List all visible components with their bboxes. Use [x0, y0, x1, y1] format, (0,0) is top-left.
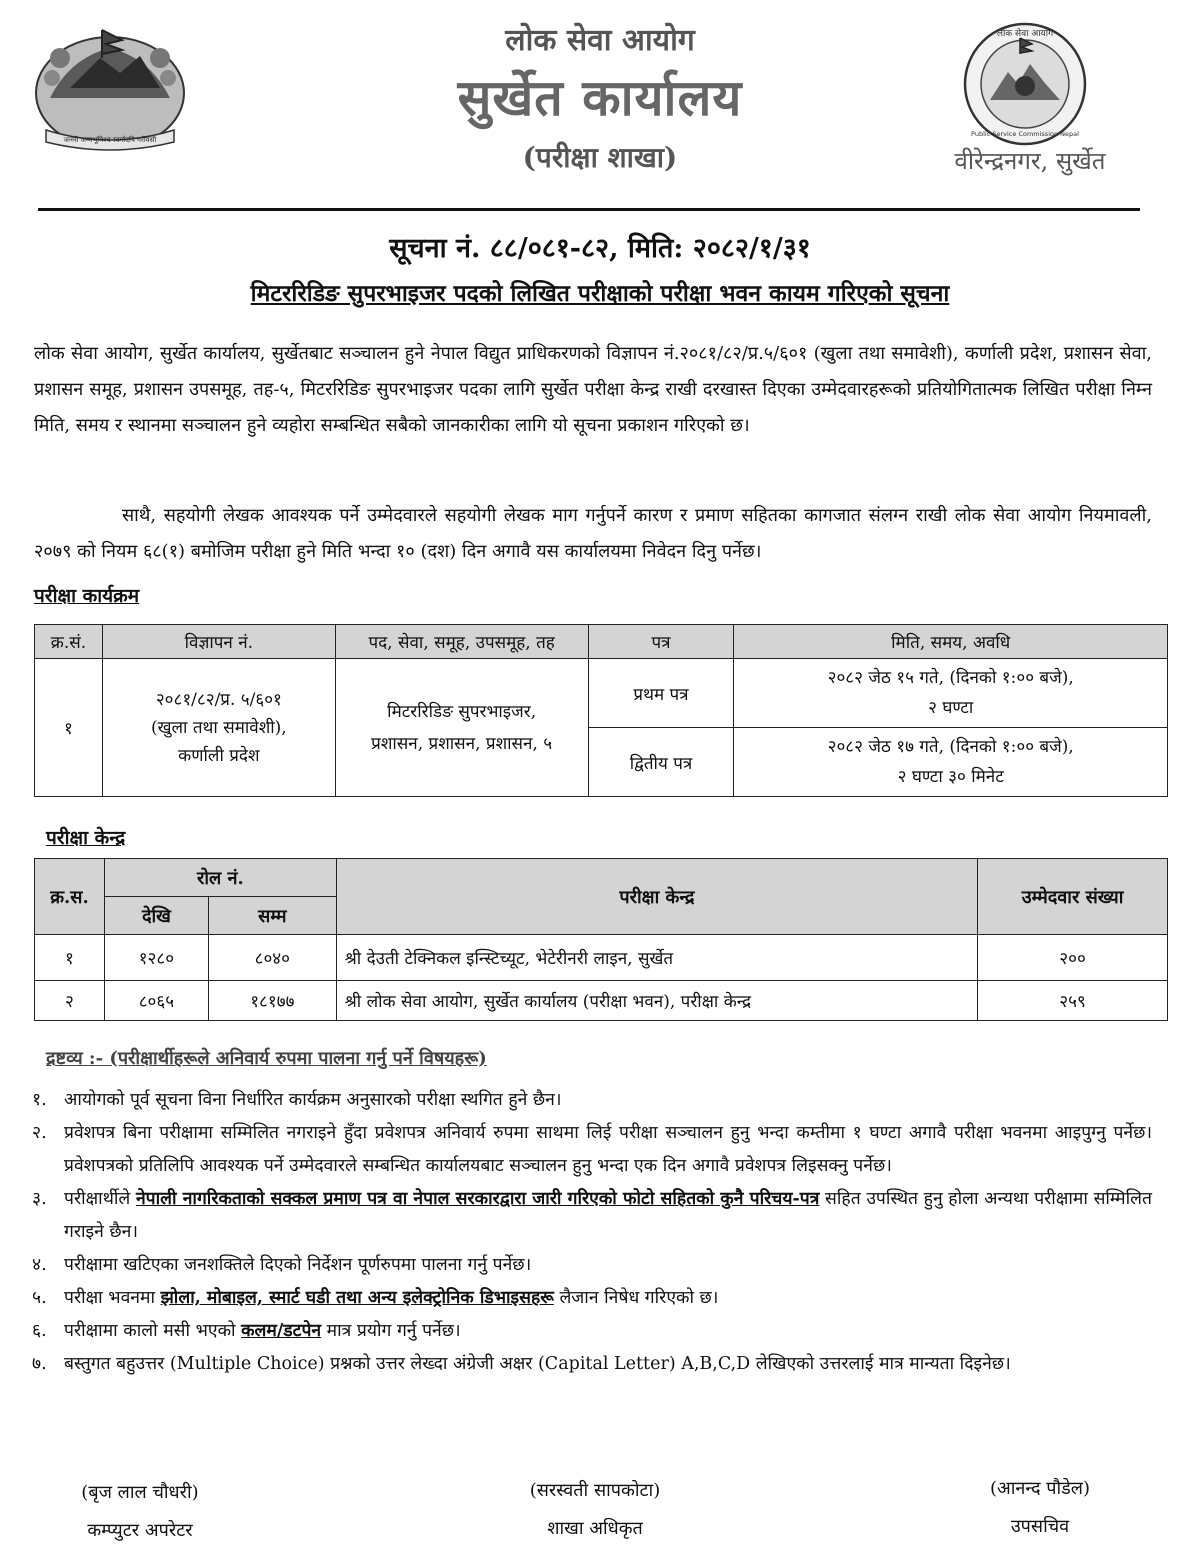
paper-2: द्वितीय पत्र [588, 728, 734, 797]
col-post: पद, सेवा, समूह, उपसमूह, तह [335, 625, 588, 659]
signatory-title: शाखा अधिकृत [547, 1518, 643, 1539]
paper-1-date: २०८२ जेठ १५ गते, (दिनको १:०० बजे), [827, 668, 1074, 688]
table-header-row [35, 625, 1168, 659]
post-service: प्रशासन, प्रशासन, प्रशासन, ५ [371, 733, 553, 754]
candidate-count: २०० [978, 935, 1168, 981]
notes-list [32, 1084, 1152, 1381]
center-section-title: परीक्षा केन्द्र [46, 827, 126, 849]
list-item: ४. परीक्षामा खटिएका जनशक्तिले दिएको निर्देशन पूर्णरुपमा पालना गर्नु पर्नेछ। [32, 1255, 532, 1275]
header-divider [38, 208, 1140, 211]
table-row [35, 981, 1168, 1021]
col-sn: क्र.सं. [35, 625, 103, 659]
col-paper: पत्र [588, 625, 734, 659]
seal-text-bottom: Public Service Commission Nepal [971, 130, 1079, 138]
exam-schedule-table [34, 624, 1168, 797]
left-emblem-motto: जननी जन्मभूमिश्च स्वर्गादपि गरीयसी [63, 136, 157, 144]
signatory-name: (बृज लाल चौधरी) [81, 1482, 199, 1503]
col-adv-no: विज्ञापन नं. [102, 625, 335, 659]
table-header-row [35, 859, 1168, 897]
table-row [35, 659, 1168, 728]
list-item: १. आयोगको पूर्व सूचना विना निर्धारित कार्यक्रम अनुसारको परीक्षा स्थगित हुने छैन। [32, 1090, 562, 1110]
notes-title: द्रष्टव्य :- (परीक्षार्थीहरूले अनिवार्य रुपमा पालना गर्नु पर्ने विषयहरू) [46, 1048, 487, 1069]
adv-province: कर्णाली प्रदेश [178, 745, 260, 766]
col-center: परीक्षा केन्द्र [336, 859, 977, 935]
col-roll-from: देखि [104, 897, 208, 935]
col-roll: रोल नं. [104, 859, 336, 897]
signatory-under-secretary [900, 1470, 1180, 1546]
list-item: ५. परीक्षा भवनमा झोला, मोबाइल, स्मार्ट घडी तथा अन्य इलेक्ट्रोनिक डिभाइसहरू लैजान निषेध गरिएको छ। [32, 1288, 719, 1308]
paper-2-duration: २ घण्टा ३० मिनेट [897, 767, 1004, 787]
roll-to: ८०४० [208, 935, 336, 981]
center-sn: १ [35, 935, 105, 981]
col-sn: क्र.स. [35, 859, 105, 935]
col-datetime: मिति, समय, अवधि [734, 625, 1168, 659]
psc-seal-icon [960, 20, 1090, 148]
signatory-title: उपसचिव [1010, 1516, 1070, 1537]
notice-title [100, 276, 1100, 308]
row-adv [102, 659, 335, 797]
writer-paragraph: साथै, सहयोगी लेखक आवश्यक पर्ने उम्मेदवारले सहयोगी लेखक माग गर्नुपर्ने कारण र प्रमाण सहितका कागजात संलग्न राखी लोक सेवा आयोग नियमावली, २०७९ को नियम ६८(१) बमोजिम परीक्षा हुने मिति भन्दा १० (दश) दिन अगावै यस कार्यालयमा निवेदन दिनु पर्नेछ। [34, 505, 1152, 562]
paper-1-duration: २ घण्टा [928, 698, 974, 718]
post-name: मिटररिडिङ सुपरभाइजर, [387, 701, 537, 722]
branch-name: (परीक्षा शाखा) [522, 141, 678, 174]
col-roll-to: सम्म [208, 897, 336, 935]
schedule-section-title: परीक्षा कार्यक्रम [34, 585, 140, 607]
emphasis: नेपाली नागरिकताको सक्कल प्रमाण पत्र वा नेपाल सरकारद्वारा जारी गरिएको फोटो सहितको कुनै परिचय-पत्र [135, 1189, 820, 1209]
list-item: ३. परीक्षार्थीले नेपाली नागरिकताको सक्कल प्रमाण पत्र वा नेपाल सरकारद्वारा जारी गरिएको फोटो सहितको कुनै परिचय-पत्र सहित उपस्थित हुनु होला अन्यथा परीक्षामा सम्मिलित गराइने छैन। [32, 1189, 1153, 1242]
center-sn: २ [35, 981, 105, 1021]
center-name: श्री लोक सेवा आयोग, सुर्खेत कार्यालय (परीक्षा भवन), परीक्षा केन्द्र [336, 981, 977, 1021]
signatory-section-officer [455, 1472, 735, 1548]
office-location: वीरेन्द्रनगर, सुर्खेत [954, 147, 1106, 175]
table-row [35, 935, 1168, 981]
row-sn: १ [35, 659, 103, 797]
list-item: ७. बस्तुगत बहुउत्तर (Multiple Choice) प्रश्नको उत्तर लेख्दा अंग्रेजी अक्षर (Capital Letter) A,B,C,D लेखिएको उत्तरलाई मात्र मान्यता दिइनेछ। [32, 1354, 1011, 1374]
paper-2-date: २०८२ जेठ १७ गते, (दिनको १:०० बजे), [827, 737, 1074, 757]
row-post [335, 659, 588, 797]
exam-center-table [34, 858, 1168, 1021]
intro-paragraph: लोक सेवा आयोग, सुर्खेत कार्यालय, सुर्खेतबाट सञ्चालन हुने नेपाल विद्युत प्राधिकरणको विज्ञापन नं.२०८१/८२/प्र.५/६०१ (खुला तथा समावेशी), कर्णाली प्रदेश, प्रशासन सेवा, प्रशासन समूह, प्रशासन उपसमूह, तह-५, मिटररिडिङ सुपरभाइजर पदका लागि सुर्खेत परीक्षा केन्द्र राखी दरखास्त दिएका उम्मेदवारहरूको प्रतियोगितात्मक लिखित परीक्षा निम्न मिति, समय र स्थानमा सञ्चालन हुने व्यहोरा सम्बन्धित सबैको जानकारीका लागि यो सूचना प्रकाशन गरिएको छ। [34, 343, 1152, 436]
col-count: उम्मेदवार संख्या [978, 859, 1168, 935]
notice-number: सूचना नं. ८८/०८१-८२, मिति: २०८२/१/३१ [389, 233, 811, 264]
signatory-name: (सरस्वती सापकोटा) [529, 1480, 661, 1501]
signatory-name: (आनन्द पौडेल) [990, 1478, 1090, 1499]
signatory-title: कम्प्युटर अपरेटर [87, 1520, 193, 1541]
seal-text-top: लोक सेवा आयोग [996, 29, 1054, 39]
signatory-computer-operator [0, 1474, 280, 1550]
roll-from: ८०६५ [104, 981, 208, 1021]
roll-to: १८१७७ [208, 981, 336, 1021]
emphasis: कलम/डटपेन [241, 1321, 322, 1341]
center-name: श्री देउती टेक्निकल इन्स्टिच्यूट, भेटेरीनरी लाइन, सुर्खेत [336, 935, 977, 981]
notice-title-text: मिटररिडिङ सुपरभाइजर पदको लिखित परीक्षाको परीक्षा भवन कायम गरिएको सूचना [250, 280, 950, 307]
office-name: सुर्खेत कार्यालय [457, 68, 743, 127]
paper-2-datetime [734, 728, 1168, 797]
adv-type: (खुला तथा समावेशी), [150, 717, 287, 738]
list-item: ६. परीक्षामा कालो मसी भएको कलम/डटपेन मात्र प्रयोग गर्नु पर्नेछ। [32, 1321, 461, 1341]
org-name: लोक सेवा आयोग [505, 23, 695, 58]
paper-1-datetime [734, 659, 1168, 728]
adv-number: २०८१/८२/प्र. ५/६०१ [155, 689, 282, 710]
emphasis: झोला, मोबाइल, स्मार्ट घडी तथा अन्य इलेक्ट्रोनिक डिभाइसहरू [160, 1288, 554, 1308]
candidate-count: २५९ [978, 981, 1168, 1021]
nepal-government-emblem-icon [30, 18, 190, 158]
paper-1: प्रथम पत्र [588, 659, 734, 728]
list-item: २. प्रवेशपत्र बिना परीक्षामा सम्मिलित नगराइने हुँदा प्रवेशपत्र अनिवार्य रुपमा साथमा लिई परीक्षा सञ्चालन हुनु भन्दा कम्तीमा १ घण्टा अगावै परीक्षा भवनमा आइपुग्नु पर्नेछ। प्रवेशपत्रको प्रतिलिपि आवश्यक पर्ने उम्मेदवारले सम्बन्धित कार्यालयबाट सञ्चालन हुनु भन्दा एक दिन अगावै प्रवेशपत्र लिइसक्नु पर्नेछ। [32, 1123, 1152, 1176]
roll-from: १२८० [104, 935, 208, 981]
